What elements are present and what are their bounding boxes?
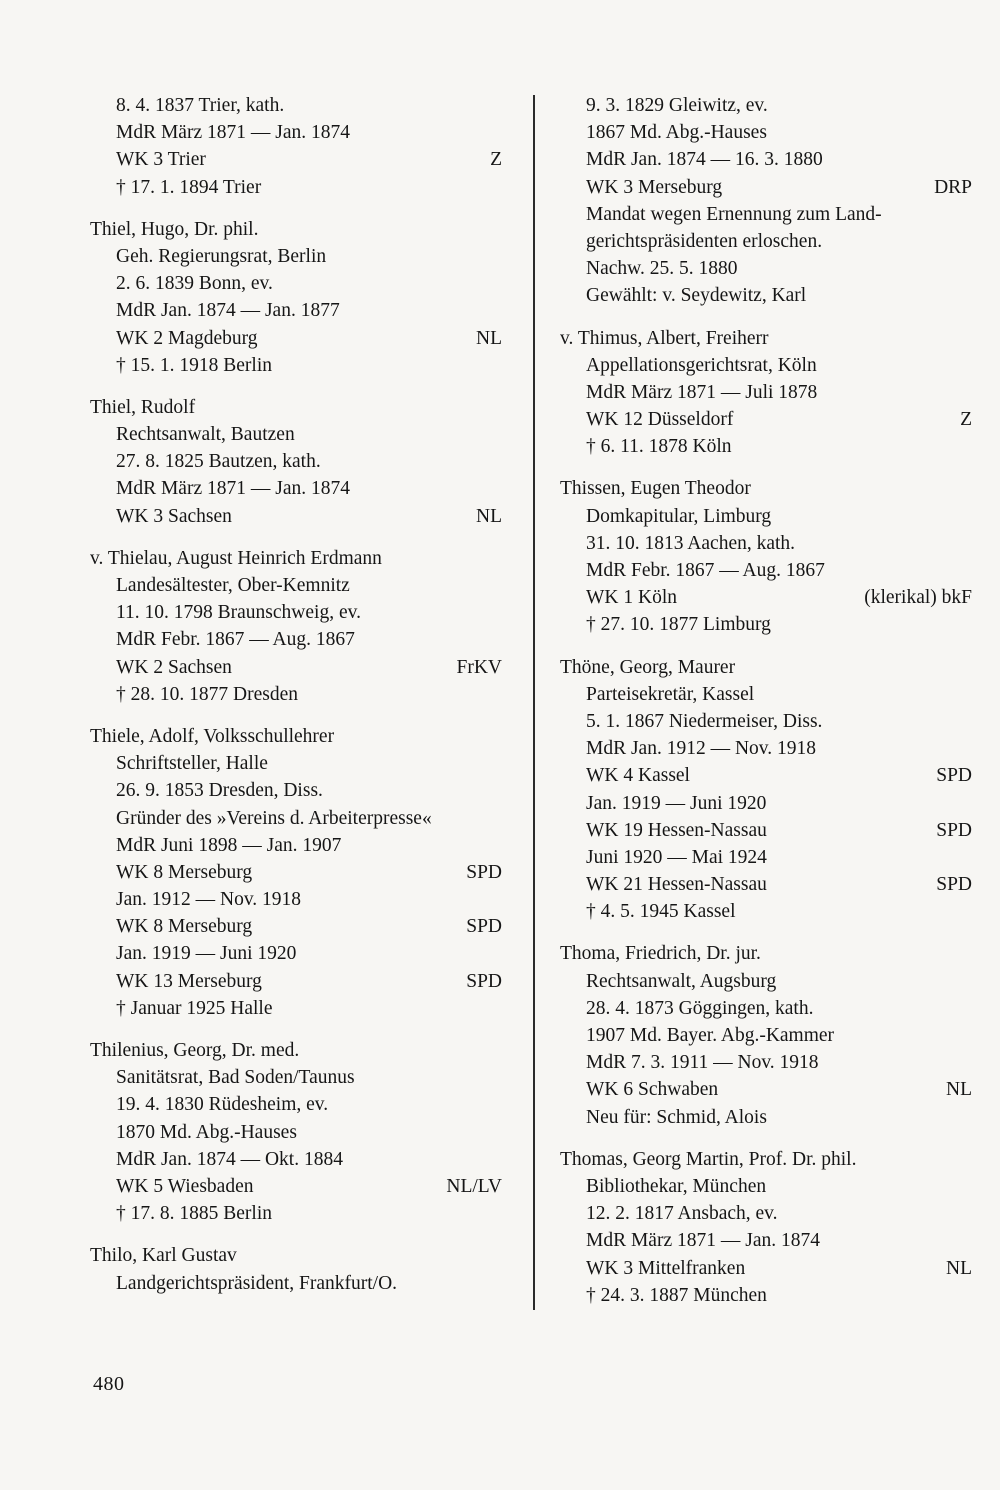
entry-line bbox=[560, 844, 972, 871]
entry-line-text: Geh. Regierungsrat, Berlin bbox=[116, 245, 327, 267]
entry-line bbox=[560, 174, 972, 201]
party-label: SPD bbox=[936, 874, 972, 896]
entry-line bbox=[560, 681, 972, 708]
entry-line bbox=[90, 1270, 502, 1297]
entry-name bbox=[560, 940, 972, 967]
party-label: SPD bbox=[466, 970, 502, 992]
entry-line-text: Landgerichtspräsident, Frankfurt/O. bbox=[116, 1272, 398, 1294]
entry-line-text: MdR März 1871 — Jan. 1874 bbox=[116, 478, 350, 500]
biography-entry bbox=[560, 92, 972, 310]
party-label: NL bbox=[946, 1257, 972, 1279]
entry-line bbox=[90, 681, 502, 708]
entry-line bbox=[560, 968, 972, 995]
entry-line bbox=[560, 611, 972, 638]
entry-line bbox=[560, 352, 972, 379]
entry-line-text: † 17. 1. 1894 Trier bbox=[116, 176, 262, 198]
entry-line bbox=[90, 325, 502, 352]
party-label: SPD bbox=[466, 861, 502, 883]
entry-line-text: Schriftsteller, Halle bbox=[116, 753, 268, 775]
entry-line bbox=[560, 1049, 972, 1076]
entry-line-text: 11. 10. 1798 Braunschweig, ev. bbox=[116, 602, 361, 624]
entry-line-text: Jan. 1919 — Juni 1920 bbox=[586, 792, 767, 814]
entry-line bbox=[560, 871, 972, 898]
entry-line-text: † 24. 3. 1887 München bbox=[586, 1284, 767, 1306]
entry-line bbox=[560, 503, 972, 530]
entry-line-text: WK 13 Merseburg bbox=[116, 970, 262, 992]
entry-line bbox=[560, 817, 972, 844]
entry-line-text: 27. 8. 1825 Bautzen, kath. bbox=[116, 451, 321, 473]
party-label: NL bbox=[946, 1079, 972, 1101]
right-column bbox=[560, 92, 972, 1324]
entry-line-text: Neu für: Schmid, Alois bbox=[586, 1106, 767, 1128]
entry-line-text: 26. 9. 1853 Dresden, Diss. bbox=[116, 780, 323, 802]
entry-line-text: MdR 7. 3. 1911 — Nov. 1918 bbox=[586, 1052, 819, 1074]
entry-line bbox=[90, 475, 502, 502]
party-label: (klerikal) bkF bbox=[864, 587, 972, 609]
entry-line-text: MdR Jan. 1912 — Nov. 1918 bbox=[586, 738, 817, 760]
biography-entry bbox=[560, 654, 972, 926]
entry-line-text: Jan. 1912 — Nov. 1918 bbox=[116, 889, 302, 911]
entry-line-text: 28. 4. 1873 Göggingen, kath. bbox=[586, 997, 814, 1019]
entry-line bbox=[90, 352, 502, 379]
entry-line-text: Gewählt: v. Seydewitz, Karl bbox=[586, 285, 807, 307]
party-label: NL/LV bbox=[446, 1175, 502, 1197]
entry-name bbox=[90, 545, 502, 572]
entry-line bbox=[560, 762, 972, 789]
entry-line bbox=[90, 421, 502, 448]
entry-line-text: MdR März 1871 — Jan. 1874 bbox=[116, 122, 350, 144]
entry-line bbox=[90, 968, 502, 995]
entry-line bbox=[560, 1104, 972, 1131]
entry-line-text: MdR März 1871 — Juli 1878 bbox=[586, 381, 818, 403]
entry-line-text: 19. 4. 1830 Rüdesheim, ev. bbox=[116, 1094, 329, 1116]
entry-line bbox=[90, 886, 502, 913]
entry-line bbox=[90, 626, 502, 653]
entry-line-text: Parteisekretär, Kassel bbox=[586, 683, 755, 705]
entry-line bbox=[560, 1076, 972, 1103]
entry-line-text: Gründer des »Vereins d. Arbeiterpresse« bbox=[116, 807, 432, 829]
entry-line-text: Bibliothekar, München bbox=[586, 1175, 767, 1197]
entry-line bbox=[560, 119, 972, 146]
entry-line bbox=[90, 146, 502, 173]
entry-name-text: Thissen, Eugen Theodor bbox=[560, 478, 751, 500]
entry-name bbox=[560, 654, 972, 681]
party-label: SPD bbox=[936, 765, 972, 787]
entry-line bbox=[90, 859, 502, 886]
entry-line bbox=[560, 146, 972, 173]
entry-line-text: WK 3 Sachsen bbox=[116, 505, 232, 527]
entry-line-text: Domkapitular, Limburg bbox=[586, 505, 772, 527]
entry-line bbox=[90, 174, 502, 201]
entry-line-text: † 15. 1. 1918 Berlin bbox=[116, 354, 272, 376]
entry-line bbox=[90, 940, 502, 967]
entry-line bbox=[90, 1119, 502, 1146]
entry-line-text: Jan. 1919 — Juni 1920 bbox=[116, 943, 297, 965]
entry-line-text: gerichtspräsidenten erloschen. bbox=[586, 230, 823, 252]
entry-name-text: Thiel, Hugo, Dr. phil. bbox=[90, 218, 259, 240]
entry-line-text: † Januar 1925 Halle bbox=[116, 997, 273, 1019]
party-label: NL bbox=[476, 327, 502, 349]
entry-line bbox=[90, 1146, 502, 1173]
entry-name bbox=[560, 1146, 972, 1173]
entry-line-text: WK 12 Düsseldorf bbox=[586, 409, 734, 431]
entry-line-text: MdR März 1871 — Jan. 1874 bbox=[586, 1230, 820, 1252]
biography-entry bbox=[90, 216, 502, 379]
entry-name bbox=[90, 1242, 502, 1269]
entry-line bbox=[90, 270, 502, 297]
entry-name-text: v. Thielau, August Heinrich Erdmann bbox=[90, 547, 382, 569]
entry-line-text: 8. 4. 1837 Trier, kath. bbox=[116, 95, 285, 116]
entry-name-text: Thilenius, Georg, Dr. med. bbox=[90, 1040, 300, 1061]
entry-line bbox=[90, 448, 502, 475]
entry-line-text: WK 8 Merseburg bbox=[116, 861, 253, 883]
entry-name bbox=[560, 475, 972, 502]
entry-line bbox=[560, 282, 972, 309]
entry-line-text: 12. 2. 1817 Ansbach, ev. bbox=[586, 1203, 778, 1225]
entry-line-text: MdR Jan. 1874 — Jan. 1877 bbox=[116, 300, 340, 322]
page-number: 480 bbox=[93, 1373, 125, 1395]
entry-name bbox=[90, 723, 502, 750]
party-label: DRP bbox=[934, 176, 972, 198]
entry-line bbox=[560, 898, 972, 925]
entry-line bbox=[90, 750, 502, 777]
entry-line-text: † 17. 8. 1885 Berlin bbox=[116, 1203, 272, 1225]
entry-line bbox=[90, 243, 502, 270]
party-label: FrKV bbox=[456, 656, 502, 678]
entry-line bbox=[90, 1064, 502, 1091]
entry-line-text: Mandat wegen Ernennung zum Land- bbox=[586, 203, 882, 225]
biography-entry bbox=[560, 940, 972, 1130]
entry-line-text: WK 3 Mittelfranken bbox=[586, 1257, 746, 1279]
entry-line bbox=[560, 790, 972, 817]
entry-line-text: Rechtsanwalt, Bautzen bbox=[116, 424, 295, 446]
entry-line-text: WK 6 Schwaben bbox=[586, 1079, 719, 1101]
entry-line-text: † 27. 10. 1877 Limburg bbox=[586, 614, 771, 636]
entry-line bbox=[90, 92, 502, 119]
entry-line bbox=[560, 557, 972, 584]
entry-line-text: MdR Juni 1898 — Jan. 1907 bbox=[116, 834, 342, 856]
entry-line bbox=[560, 228, 972, 255]
entry-line bbox=[560, 1255, 972, 1282]
entry-line-text: WK 2 Sachsen bbox=[116, 656, 232, 678]
entry-line bbox=[560, 433, 972, 460]
entry-line bbox=[90, 1091, 502, 1118]
entry-name-text: Thilo, Karl Gustav bbox=[90, 1245, 237, 1267]
biography-entry bbox=[90, 92, 502, 201]
entry-line-text: † 28. 10. 1877 Dresden bbox=[116, 683, 298, 705]
entry-line-text: 31. 10. 1813 Aachen, kath. bbox=[586, 532, 796, 554]
entry-line-text: WK 1 Köln bbox=[586, 587, 677, 609]
entry-line bbox=[90, 297, 502, 324]
entry-line bbox=[90, 805, 502, 832]
entry-line bbox=[90, 599, 502, 626]
entry-line bbox=[560, 735, 972, 762]
biography-entry bbox=[90, 1037, 502, 1227]
entry-line-text: WK 21 Hessen-Nassau bbox=[586, 874, 767, 896]
entry-line-text: 1870 Md. Abg.-Hauses bbox=[116, 1121, 297, 1143]
column-divider bbox=[533, 95, 535, 1310]
biography-entry bbox=[560, 1146, 972, 1309]
entry-line-text: WK 4 Kassel bbox=[586, 765, 690, 787]
entry-line-text: MdR Febr. 1867 — Aug. 1867 bbox=[586, 560, 825, 581]
party-label: Z bbox=[490, 149, 502, 171]
party-label: Z bbox=[960, 409, 972, 431]
entry-line bbox=[560, 1200, 972, 1227]
entry-line-text: Landesältester, Ober-Kemnitz bbox=[116, 575, 350, 596]
entry-line bbox=[90, 777, 502, 804]
entry-line bbox=[90, 572, 502, 599]
entry-line-text: Juni 1920 — Mai 1924 bbox=[586, 846, 767, 868]
entry-name-text: Thoma, Friedrich, Dr. jur. bbox=[560, 943, 761, 965]
entry-name bbox=[90, 216, 502, 243]
entry-name-text: Thomas, Georg Martin, Prof. Dr. phil. bbox=[560, 1148, 857, 1170]
entry-line bbox=[90, 995, 502, 1022]
entry-line bbox=[560, 1173, 972, 1200]
entry-line-text: WK 3 Merseburg bbox=[586, 176, 723, 198]
entry-line bbox=[560, 1022, 972, 1049]
entry-line bbox=[560, 708, 972, 735]
entry-line bbox=[90, 654, 502, 681]
entry-line-text: Sanitätsrat, Bad Soden/Taunus bbox=[116, 1067, 355, 1089]
entry-line bbox=[560, 255, 972, 282]
biography-entry bbox=[90, 545, 502, 708]
entry-name-text: Thiel, Rudolf bbox=[90, 396, 196, 418]
entry-line bbox=[560, 201, 972, 228]
entry-line bbox=[90, 832, 502, 859]
entry-name-text: Thöne, Georg, Maurer bbox=[560, 656, 736, 678]
entry-line bbox=[560, 379, 972, 406]
entry-line bbox=[90, 1173, 502, 1200]
entry-line-text: Nachw. 25. 5. 1880 bbox=[586, 258, 738, 280]
entry-line-text: WK 2 Magdeburg bbox=[116, 327, 258, 349]
entry-line-text: 9. 3. 1829 Gleiwitz, ev. bbox=[586, 95, 768, 116]
entry-name bbox=[560, 325, 972, 352]
entry-line-text: MdR Febr. 1867 — Aug. 1867 bbox=[116, 629, 355, 651]
entry-line-text: Rechtsanwalt, Augsburg bbox=[586, 970, 777, 992]
entry-line bbox=[560, 995, 972, 1022]
party-label: SPD bbox=[936, 819, 972, 841]
entry-line bbox=[90, 119, 502, 146]
entry-line-text: WK 19 Hessen-Nassau bbox=[586, 819, 767, 841]
biography-entry bbox=[90, 394, 502, 530]
entry-line-text: 5. 1. 1867 Niedermeiser, Diss. bbox=[586, 710, 823, 732]
left-column bbox=[90, 92, 502, 1312]
party-label: SPD bbox=[466, 916, 502, 938]
entry-line-text: WK 5 Wiesbaden bbox=[116, 1175, 254, 1197]
biography-entry bbox=[560, 325, 972, 461]
entry-line bbox=[90, 503, 502, 530]
biography-entry bbox=[560, 475, 972, 638]
entry-line-text: † 4. 5. 1945 Kassel bbox=[586, 901, 736, 923]
entry-line-text: 2. 6. 1839 Bonn, ev. bbox=[116, 273, 273, 295]
entry-name bbox=[90, 1037, 502, 1064]
entry-line-text: MdR Jan. 1874 — 16. 3. 1880 bbox=[586, 149, 823, 171]
entry-name-text: v. Thimus, Albert, Freiherr bbox=[560, 327, 769, 349]
entry-name-text: Thiele, Adolf, Volksschullehrer bbox=[90, 725, 335, 747]
entry-line-text: † 6. 11. 1878 Köln bbox=[586, 436, 732, 458]
entry-line bbox=[560, 584, 972, 611]
entry-line bbox=[90, 913, 502, 940]
biography-entry bbox=[90, 1242, 502, 1296]
biography-entry bbox=[90, 723, 502, 1022]
entry-line-text: 1867 Md. Abg.-Hauses bbox=[586, 122, 767, 144]
entry-line bbox=[560, 92, 972, 119]
party-label: NL bbox=[476, 505, 502, 527]
entry-line bbox=[560, 406, 972, 433]
entry-line-text: Appellationsgerichtsrat, Köln bbox=[586, 354, 817, 376]
entry-line-text: 1907 Md. Bayer. Abg.-Kammer bbox=[586, 1025, 835, 1046]
entry-line bbox=[560, 530, 972, 557]
entry-name bbox=[90, 394, 502, 421]
entry-line-text: MdR Jan. 1874 — Okt. 1884 bbox=[116, 1148, 343, 1170]
entry-line bbox=[560, 1227, 972, 1254]
entry-line bbox=[90, 1200, 502, 1227]
entry-line-text: WK 3 Trier bbox=[116, 149, 206, 171]
entry-line-text: WK 8 Merseburg bbox=[116, 916, 253, 938]
entry-line bbox=[560, 1282, 972, 1309]
